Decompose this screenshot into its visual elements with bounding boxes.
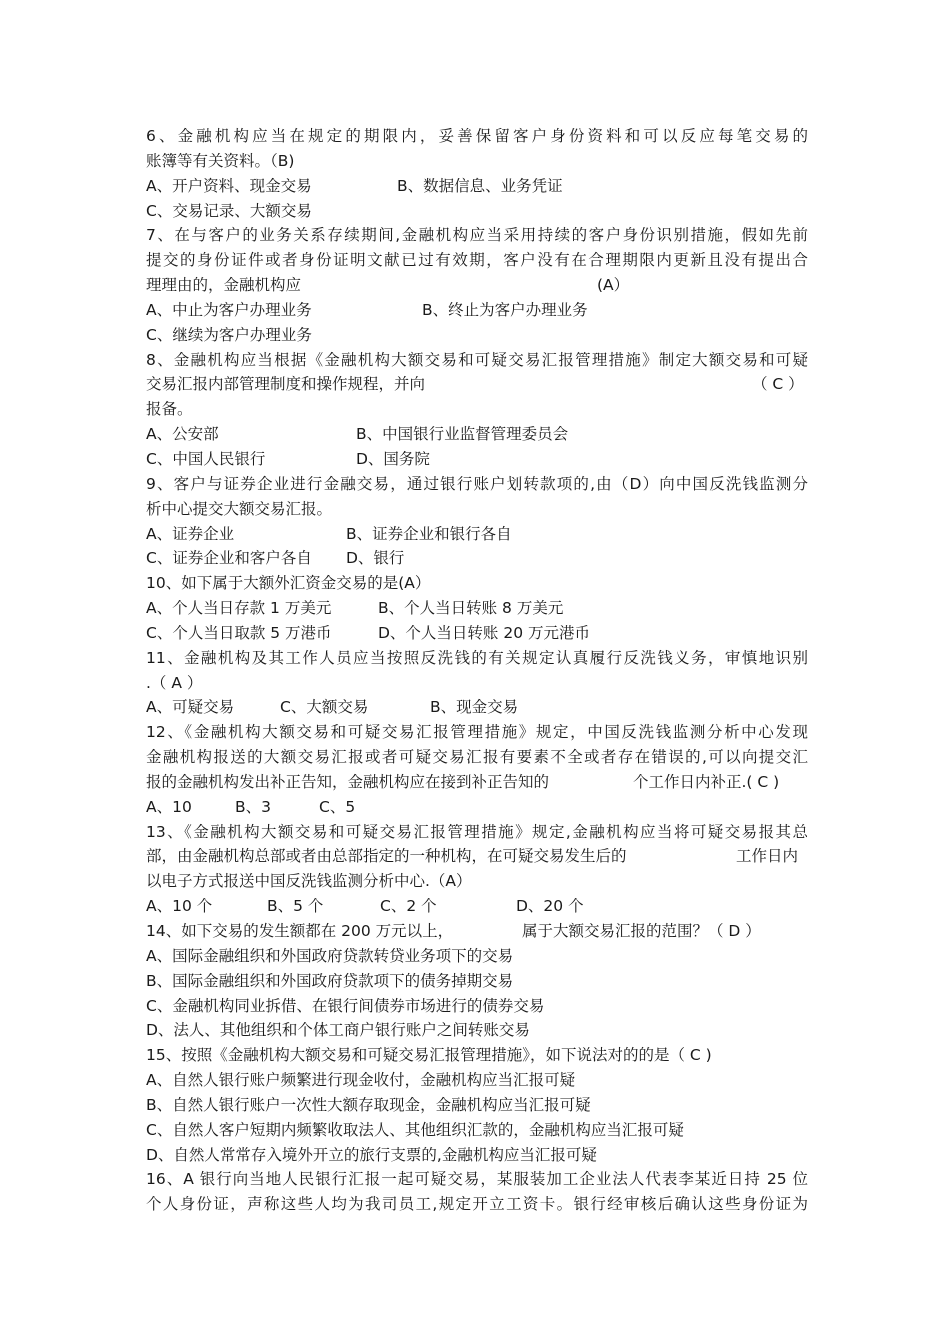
option-a: A、自然人银行账户频繁进行现金收付，金融机构应当汇报可疑 [146,1071,576,1090]
question-14 [146,919,808,1043]
question-stem-text: 工作日内 [736,847,799,866]
option-a: A、10 个 [146,897,213,916]
option-row [146,199,808,224]
question-stem-line [146,372,808,397]
option-d: D、自然人常常存入境外开立的旅行支票的,金融机构应当汇报可疑 [146,1145,597,1164]
option-c: C、2 个 [380,897,437,916]
option-row [146,447,808,472]
question-stem-line [146,273,808,298]
option-d: D、国务院 [356,449,430,468]
option-row [146,323,808,348]
question-stem-line: 7、在与客户的业务关系存续期间,金融机构应当采用持续的客户身份识别措施，假如先前 [146,226,808,245]
question-stem-line: 13、《金融机构大额交易和可疑交易汇报管理措施》规定,金融机构应当将可疑交易报其总 [146,822,808,841]
question-15 [146,1043,808,1167]
option-row [146,522,808,547]
question-stem-line: 6、金融机构应当在规定的期限内，妥善保留客户身份资料和可以反应每笔交易的 [146,127,808,145]
question-stem-line: 析中心提交大额交易汇报。 [146,499,333,518]
question-stem-line: 账簿等有关资料。（B) [146,151,295,170]
question-9 [146,472,808,571]
question-stem-line: 9、客户与证券企业进行金融交易，通过银行账户划转款项的,由（D）向中国反洗钱监测分 [146,474,808,493]
option-b: B、证券企业和银行各自 [346,524,512,543]
question-6 [146,124,808,223]
question-stem-text: 报的金融机构发出补正告知，金融机构应在接到补正告知的 [146,772,550,791]
question-stem-line [146,770,808,795]
answer-mark: (A） [597,276,630,295]
option-a: A、中止为客户办理业务 [146,300,312,319]
question-stem-line: 12、《金融机构大额交易和可疑交易汇报管理措施》规定，中国反洗钱监测分析中心发现 [146,723,808,742]
question-16 [146,1167,808,1217]
option-row [146,596,808,621]
option-a: A、10 [146,797,192,816]
question-stem-line: .（ A ） [146,673,203,692]
question-12 [146,720,808,819]
option-b: B、个人当日转账 8 万美元 [378,599,564,618]
question-11 [146,646,808,721]
option-c: C、中国人民银行 [146,449,266,468]
question-stem-text: 部，由金融机构总部或者由总部指定的一种机构，在可疑交易发生后的 [146,847,627,866]
question-stem-line [146,919,808,944]
question-stem-text: 交易汇报内部管理制度和操作规程，并向 [146,375,426,394]
option-d: D、20 个 [516,897,584,916]
question-stem-line: 金融机构报送的大额交易汇报或者可疑交易汇报有要素不全或者存在错误的,可以向提交汇 [146,748,808,767]
option-d: D、银行 [346,549,405,568]
answer-mark: （ C ） [752,375,804,394]
option-c: C、5 [319,797,356,816]
option-row [146,546,808,571]
option-c: C、自然人客户短期内频繁收取法人、其他组织汇款的，金融机构应当汇报可疑 [146,1120,684,1139]
question-stem-line: 以电子方式报送中国反洗钱监测分析中心.（A） [146,872,472,891]
option-c: C、继续为客户办理业务 [146,325,312,344]
option-b: B、中国银行业监督管理委员会 [356,425,569,444]
option-a: A、可疑交易 [146,698,235,717]
question-8 [146,348,808,472]
question-stem-text: 个工作日内补正.( C ) [633,772,780,791]
question-stem-line: 报备。 [146,400,193,419]
option-b: B、国际金融组织和外国政府贷款项下的债务掉期交易 [146,971,514,990]
option-b: B、自然人银行账户一次性大额存取现金，金融机构应当汇报可疑 [146,1095,591,1114]
option-row [146,174,808,199]
option-a: A、个人当日存款 1 万美元 [146,599,332,618]
option-c: C、交易记录、大额交易 [146,201,312,220]
question-13 [146,820,808,919]
question-stem-line: 16、A 银行向当地人民银行汇报一起可疑交易，某服装加工企业法人代表李某近日持 25 位 [146,1170,808,1189]
option-row [146,894,808,919]
option-row [146,695,808,720]
option-d: D、法人、其他组织和个体工商户银行账户之间转账交易 [146,1021,530,1040]
option-d: D、个人当日转账 20 万元港币 [378,623,591,642]
option-c: C、个人当日取款 5 万港币 [146,623,332,642]
option-row [146,422,808,447]
question-stem-line: 10、如下属于大额外汇资金交易的是(A） [146,574,431,593]
option-b: B、3 [235,797,271,816]
option-row [146,298,808,323]
question-stem-line [146,844,808,869]
option-c: C、大额交易 [280,698,369,717]
question-stem-text: 14、如下交易的发生额都在 200 万元以上， [146,922,454,940]
option-c: C、金融机构同业拆借、在银行间债券市场进行的债券交易 [146,996,545,1015]
option-a: A、公安部 [146,425,219,444]
question-stem-line: 个人身份证，声称这些人均为我司员工,规定开立工资卡。银行经审核后确认这些身份证为 [146,1195,808,1214]
question-stem-line: 11、金融机构及其工作人员应当按照反洗钱的有关规定认真履行反洗钱义务，审慎地识别 [146,648,808,667]
option-b: B、现金交易 [430,698,519,717]
option-c: C、证券企业和客户各自 [146,549,312,568]
option-b: B、终止为客户办理业务 [422,300,588,319]
option-a: A、开户资料、现金交易 [146,176,312,195]
option-row [146,795,808,820]
question-stem-text: 属于大额交易汇报的范围？（ D ） [522,922,761,940]
option-a: A、证券企业 [146,524,235,543]
option-b: B、5 个 [267,897,324,916]
question-stem-line: 8、金融机构应当根据《金融机构大额交易和可疑交易汇报管理措施》制定大额交易和可疑 [146,350,808,369]
question-stem-line: 提交的身份证件或者身份证明文献已过有效期，客户没有在合理期限内更新且没有提出合 [146,251,808,270]
question-stem-text: 理理由的，金融机构应 [146,276,302,295]
option-a: A、国际金融组织和外国政府贷款转贷业务项下的交易 [146,946,514,965]
option-row [146,621,808,646]
question-10 [146,571,808,646]
option-b: B、数据信息、业务凭证 [397,176,563,195]
question-7 [146,223,808,347]
question-list [146,124,808,1217]
question-stem-line: 15、按照《金融机构大额交易和可疑交易汇报管理措施》，如下说法对的的是（ C ) [146,1046,712,1065]
